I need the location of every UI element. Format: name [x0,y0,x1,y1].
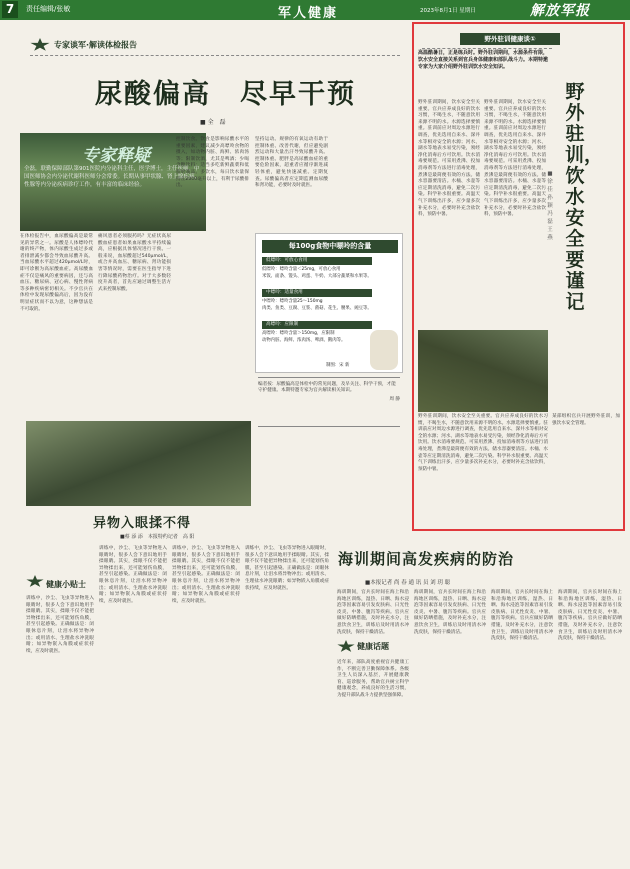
purine-row: 米饭、面条、馒头、鸡蛋、牛奶、大部分蔬菜和水果等。 [262,274,372,279]
paragraph: 海训期间，官兵长时间在海上和沿海地区训练，湿热、日晒、海水浸泡等因素容易引发皮肤病、日光性皮炎、中暑、腹泻等疾病。官兵应做好防晒措施，及时补充水分，注意饮食卫生，训练后及时用清水冲洗皮肤，保持干燥清洁。 [337,590,409,635]
page-number: 7 [2,1,18,18]
paragraph: 坚持运动。规律的有氧运动有助于控制体重、改善代谢，但应避免剧烈运动和大量出汗导致尿酸升高。控制体重。肥胖是高尿酸血症的重要危险因素，超重者应循序渐进减轻体重，避免快速减重。定期复查。尿酸偏高者应定期监测血尿酸和肾功能，必要时及时就医。 [255,137,328,189]
paragraph: 训练中，沙尘、飞虫等异物进入眼睛时，很多人会下意识地用手揉眼睛。其实，揉眼不仅不能把异物揉出来，还可能划伤角膜，甚至引起感染。正确做法是：闭眼休息片刻，让泪水将异物冲出；或用清水、生理盐水冲洗眼睛；如异物嵌入角膜或症状持续，应及时就医。 [26,596,94,654]
purine-row: 中嘌呤：嘌呤含量25～150mg [262,299,323,304]
section-editor: 责任编辑/张敏 [26,5,71,13]
editor-note [258,377,400,427]
purine-band-low: 低嘌呤：可放心食用 [262,257,372,265]
mug-illustration [370,330,398,370]
photo-title: 专家释疑 [82,146,150,166]
training-photo [26,421,251,506]
feature-column-1 [20,234,93,414]
article-column-2 [484,100,546,325]
divider [422,48,552,49]
paragraph: 海训期间，官兵长时间在海上和沿海地区训练，湿热、日晒、海水浸泡等因素容易引发皮肤病、日光性皮炎、中暑、腹泻等疾病。官兵应做好防晒措施，及时补充水分，注意饮食卫生，训练后及时用清水冲洗皮肤，保持干燥清洁。 [558,590,622,642]
purine-table [255,233,403,373]
purine-table-title: 每100g食物中嘌呤的含量 [262,240,398,253]
story-title: 异物入眼揉不得 [93,516,192,531]
feature-column-2 [98,234,171,414]
health-tip-label [26,571,104,591]
story-title: 海训期间高发疾病的防治 [338,550,515,568]
purine-band-mid: 中嘌呤：适量食用 [262,289,372,297]
article-column-3 [418,414,548,524]
editor-note-text: 编者按：尿酸偏高是体检中的常见问题，及早关注、科学干预，才能守护健康。本期特邀专家为官兵解读相关知识。 [258,382,396,394]
story3-column-3 [172,546,240,862]
paragraph: 控制饮食。饮食是影响尿酸水平的重要因素，建议减少高嘌呤食物的摄入，如动物内脏、海鲜、浓肉汤等；限制饮酒，尤其是啤酒；少喝含糖饮料；适当多吃新鲜蔬菜和低脂奶制品。多饮水，每日饮水量保持在2000毫升以上，有利于尿酸排出。 [176,137,249,189]
issue-date: 2023年8月1日 星期日 [420,8,476,14]
paragraph: 在体检报告中，血尿酸偏高是最常见的异常之一。尿酸是人体嘌呤代谢的终产物，体内尿酸生成过多或者排泄减少都会导致血尿酸升高。当血尿酸水平超过420μmol/L时，即可诊断为高尿酸血症。高尿酸血症不仅是痛风的重要病因，还与高血压、糖尿病、冠心病、慢性肾病等多种疾病密切相关。不少官兵在体检中发现尿酸偏高后，因为没有明显症状而不以为意，这种想法是不可取的。 [20,234,93,312]
purine-row: 高嘌呤：嘌呤含量＞150mg，应限制 [262,331,335,336]
story3-column-1 [26,596,94,862]
star-icon [337,640,355,653]
article-author: ■ 徐 佳 孙 颖 冯 磊 王 燕 [547,171,553,241]
purine-row: 肉类、鱼类、豆腐、豆浆、菌菇、花生、腰果、豌豆等。 [262,306,372,311]
photo-caption: 全磊，联勤保障部队第901医院内分泌科主任，医学博士，主任医师，中国医师协会内分泌代谢科医师分会常委。长期从事甲状腺、肾上腺疾病、性腺等内分泌疾病诊疗工作，有丰富的临床经验。 [24,166,201,188]
star-icon [26,575,44,588]
story3-column-2 [99,546,167,862]
paragraph: 近年来，部队高度重视官兵健康工作，不断完善卫勤保障体系。各级卫生人员深入基层，开展健康教育、巡诊服务，帮助官兵树立科学健康观念，养成良好的生活习惯，为提升部队战斗力提供坚强保障。 [337,660,409,698]
paragraph: 训练中，沙尘、飞虫等异物进入眼睛时，很多人会下意识地用手揉眼睛。其实，揉眼不仅不能把异物揉出来，还可能划伤角膜，甚至引起感染。正确做法是：闭眼休息片刻，让泪水将异物冲出；或用清水、生理盐水冲洗眼睛；如异物嵌入角膜或症状持续，应及时就医。 [172,546,240,604]
feature-column-4 [255,137,328,229]
table-credit: 制图：宋 新 [326,363,350,368]
paragraph: 海训期间，官兵长时间在海上和沿海地区训练，湿热、日晒、海水浸泡等因素容易引发皮肤病、日光性皮炎、中暑、腹泻等疾病。官兵应做好防晒措施，及时补充水分，注意饮食卫生，训练后及时用清水冲洗皮肤，保持干燥清洁。 [414,590,486,635]
paragraph: 训练中，沙尘、飞虫等异物进入眼睛时，很多人会下意识地用手揉眼睛。其实，揉眼不仅不能把异物揉出来，还可能划伤角膜，甚至引起感染。正确做法是：闭眼休息片刻，让泪水将异物冲出；或用清水、生理盐水冲洗眼睛；如异物嵌入角膜或症状持续，应及时就医。 [99,546,167,604]
story2-column-2 [414,590,486,862]
paragraph: 野外驻训期间，饮水安全至关重要。官兵应养成良好的饮水习惯，不喝生水，不随意饮用来源不明的水。水源选择要慎重。驻训前应对周边水源进行调查，优先选用自来水、深井水等相对安全的水源；河水、湖水等地表水易受污染，须经净化消毒后方可饮用。饮水消毒要规范。可采用煮沸、投加消毒剂等方法进行消毒处理，煮沸是最简便有效的方法。储水容器要清洁。水桶、水壶等应定期清洗消毒，避免二次污染。科学补水很重要。高温天气下训练出汗多，应少量多次补充水分，必要时补充含盐饮料，预防中暑。 [484,100,546,218]
feature-headline: 尿酸偏高 尽早干预 [95,79,356,110]
paragraph: 痛风患者必须服药吗？无症状高尿酸血症患者如果血尿酸水平持续偏高，应根据具体情况进行干预。一般来说，血尿酸超过540μmol/L，或合并高血压、糖尿病、肾功能损害等情况时，需要在医生指导下进行降尿酸药物治疗。对于大多数轻度升高者，首先应通过调整生活方式来控制尿酸。 [98,234,171,292]
paragraph: 野外驻训期间，饮水安全至关重要。官兵应养成良好的饮水习惯，不喝生水，不随意饮用来源不明的水。水源选择要慎重。驻训前应对周边水源进行调查，优先选用自来水、深井水等相对安全的水源；河水、湖水等地表水易受污染，须经净化消毒后方可饮用。饮水消毒要规范。可采用煮沸、投加消毒剂等方法进行消毒处理，煮沸是最简便有效的方法。储水容器要清洁。水桶、水壶等应定期清洗消毒，避免二次污染。科学补水很重要。高温天气下训练出汗多，应少量多次补充水分，必要时补充含盐饮料，预防中暑。 [418,100,480,218]
paragraph: 海训期间，官兵长时间在海上和沿海地区训练，湿热、日晒、海水浸泡等因素容易引发皮肤病、日光性皮炎、中暑、腹泻等疾病。官兵应做好防晒措施，及时补充水分，注意饮食卫生，训练后及时用清水冲洗皮肤，保持干燥清洁。 [491,590,553,642]
divider [30,55,400,56]
paragraph: 野外驻训期间，饮水安全至关重要。官兵应养成良好的饮水习惯，不喝生水，不随意饮用来源不明的水。水源选择要慎重。驻训前应对周边水源进行调查，优先选用自来水、深井水等相对安全的水源；河水、湖水等地表水易受污染，须经净化消毒后方可饮用。饮水消毒要规范。可采用煮沸、投加消毒剂等方法进行消毒处理，煮沸是最简便有效的方法。储水容器要清洁。水桶、水壶等应定期清洗消毒，避免二次污染。科学补水很重要。高温天气下训练出汗多，应少量多次补充水分，必要时补充含盐饮料，预防中暑。 [418,414,548,472]
feature-byline: ■ 全 磊 [200,119,226,126]
article-photo [418,330,548,412]
article-column-1 [418,100,480,325]
story2-column-4 [558,590,622,862]
story2-column-1 [337,590,409,635]
editor-name: 周 静 [389,396,400,402]
tagline-text: 专家谈军·解读体检报告 [54,40,138,50]
feature-column-5 [332,137,405,229]
topic-label-text: 健康话题 [357,642,389,651]
tip-label-text: 健康小贴士 [46,580,86,589]
feature-column-3 [176,137,249,414]
page-title: 军人健康 [278,6,339,21]
story3-column-4 [245,546,329,862]
purine-row: 低嘌呤：嘌呤含量＜25mg，可放心食用 [262,267,341,272]
story4-column [337,660,409,862]
article-lead: 高温酷暑日，正是练兵时。野外驻训期间，水源条件有限，饮水安全直接关系到官兵身体健康和部队战斗力。本期特邀专家为大家介绍野外驻训饮水安全知识。 [418,50,549,70]
photo-caption: 某部组织官兵开展野外驻训，加强饮水安全管理。 [552,414,620,426]
purine-band-high: 高嘌呤：应限制 [262,321,372,329]
masthead [0,0,630,20]
feature-tagline [30,38,137,52]
story-byline: ■本报记者 尚 春 通 讯 员 刘 玥 聪 [365,580,451,586]
purine-row: 动物内脏、海鲜、浓肉汤、啤酒、鹅肉等。 [262,338,346,343]
newspaper-logo: 解放军报 [530,3,590,19]
article-column-4 [552,414,620,524]
story-byline: ■蔡 添 添 本报特约记者 高 阳 [120,534,195,540]
star-icon [30,38,50,52]
article-title: 野外驻训，饮水安全要谨记 [565,81,604,313]
paragraph: 训练中，沙尘、飞虫等异物进入眼睛时，很多人会下意识地用手揉眼睛。其实，揉眼不仅不能把异物揉出来，还可能划伤角膜，甚至引起感染。正确做法是：闭眼休息片刻，让泪水将异物冲出；或用清水、生理盐水冲洗眼睛；如异物嵌入角膜或症状持续，应及时就医。 [245,546,329,591]
story2-column-3 [491,590,553,862]
series-label: 野外驻训健康谈① [460,33,560,45]
